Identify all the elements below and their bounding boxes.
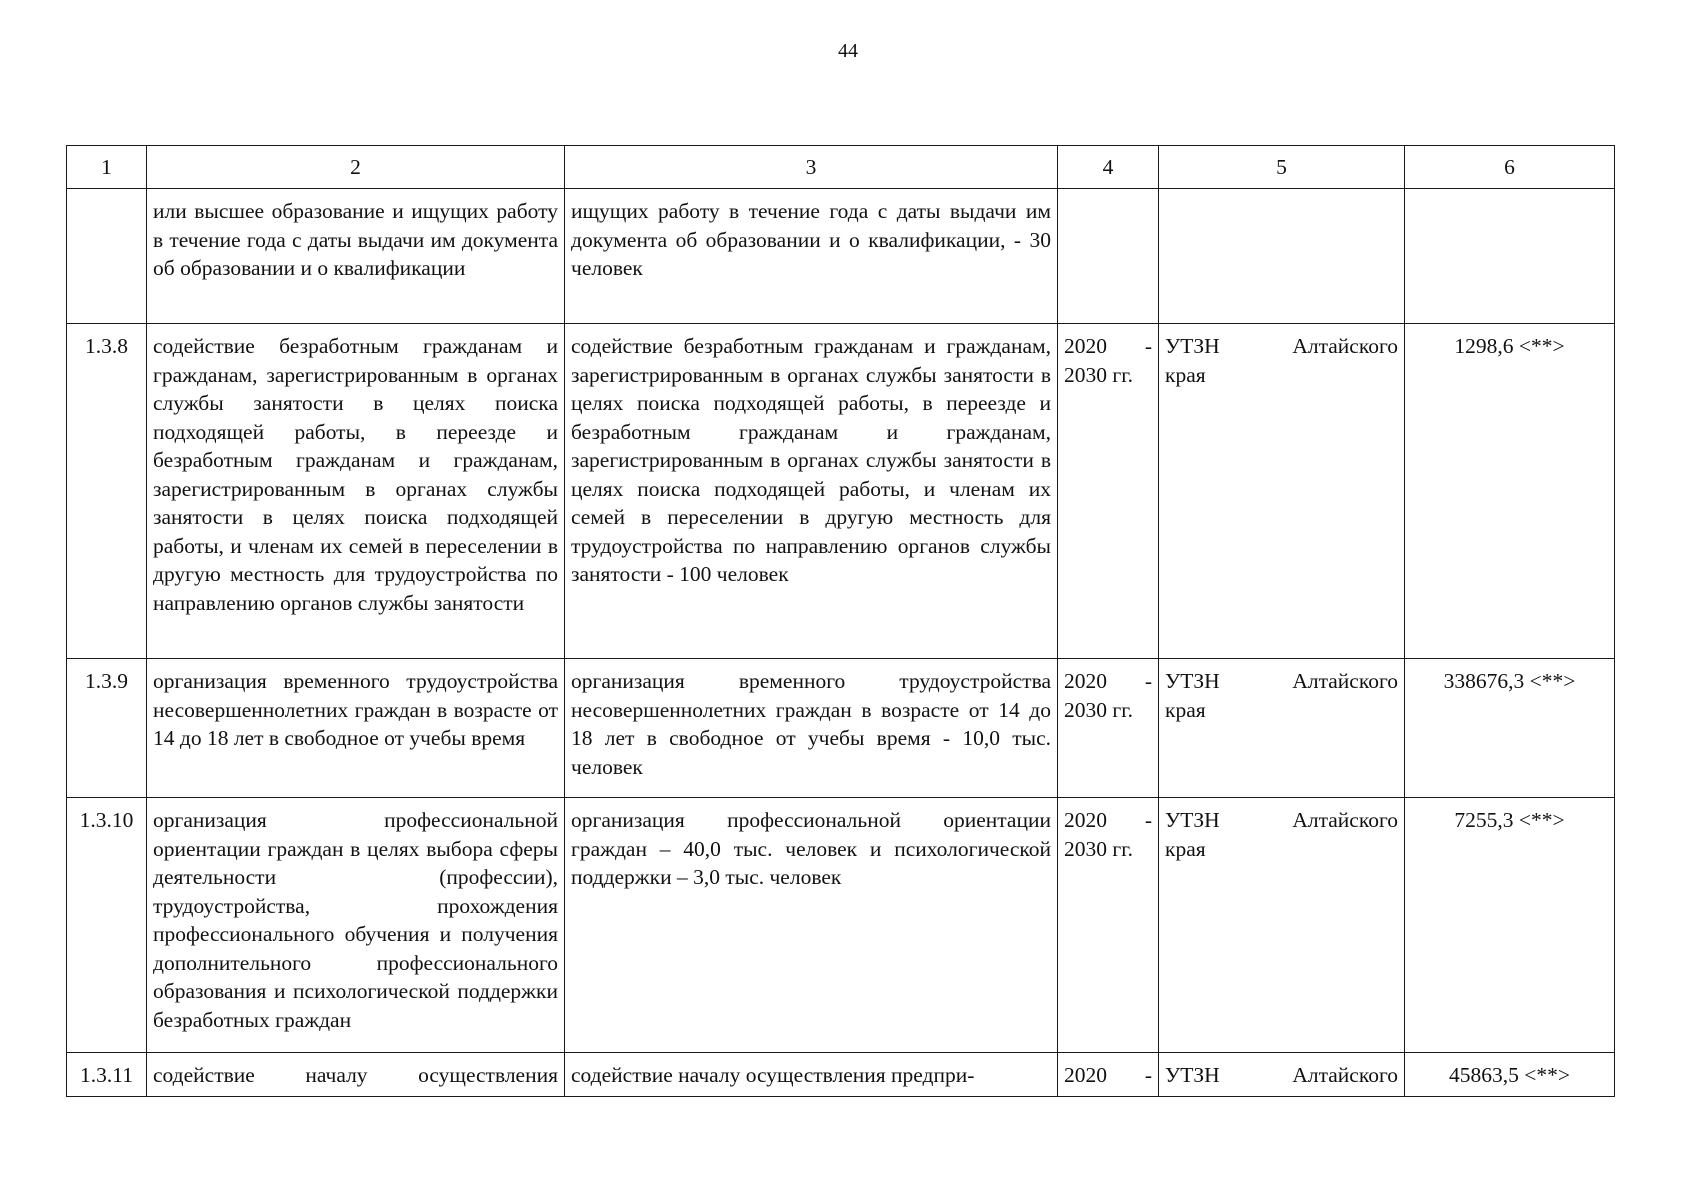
table-row [67,324,1615,659]
term-cell [1058,189,1159,324]
term-cell [1058,798,1159,1053]
executor-region-suffix: края [1165,362,1206,387]
term-dash: - [1144,334,1152,358]
header-col-4: 4 [1058,146,1159,189]
executor-abbr: УТЗН [1165,1063,1220,1087]
measure-description [147,1053,565,1097]
term-end-year: 2030 гг. [1064,836,1133,861]
executor-cell [1159,324,1405,659]
funding-amount [1405,189,1615,324]
measure-description-text: содействие началу осуществления [153,1063,558,1087]
executor-cell [1159,798,1405,1053]
funding-amount: 338676,3 <**> [1405,659,1615,798]
item-number: 1.3.11 [67,1053,147,1097]
header-col-1: 1 [67,146,147,189]
measure-description: или высшее образование и ищущих работу в течение года с даты выдачи им документа об образовании и о квалификации [147,189,565,324]
executor-cell [1159,189,1405,324]
term-end-year: 2030 гг. [1064,697,1133,722]
expected-result: содействие началу осуществления предпри- [565,1053,1058,1097]
table-row [67,798,1615,1053]
term-cell [1058,659,1159,798]
header-col-6: 6 [1405,146,1615,189]
expected-result: ищущих работу в течение года с даты выдачи им документа об образовании и о квалификации, - 30 человек [565,189,1058,324]
page-number: 44 [838,40,858,62]
header-col-2: 2 [147,146,565,189]
executor-cell [1159,1053,1405,1097]
term-start-year: 2020 [1064,334,1107,358]
item-number: 1.3.9 [67,659,147,798]
header-col-5: 5 [1159,146,1405,189]
executor-region: Алтайского [1292,334,1398,358]
term-dash: - [1144,669,1152,693]
measure-description: организация профессиональной ориентации граждан в целях выбора сферы деятельности (профессии), трудоустройства, прохождения профессионального обучения и получения дополнительного профессионального образования и психологической поддержки безработных граждан [147,798,565,1053]
table-row [67,659,1615,798]
executor-abbr: УТЗН [1165,334,1220,358]
expected-result: организация временного трудоустройства несовершеннолетних граждан в возрасте от 14 до 18 лет в свободное от учебы время - 10,0 тыс. человек [565,659,1058,798]
expected-result: содействие безработным гражданам и гражданам, зарегистрированным в органах службы занятости в целях поиска подходящей работы, в переезде и безработным гражданам и гражданам, зарегистрированным в органах службы занятости в целях поиска подходящей работы, и членам их семей в переселении в другую местность для трудоустройства по направлению органов службы занятости - 100 человек [565,324,1058,659]
term-start-year: 2020 [1064,669,1107,693]
term-cell [1058,1053,1159,1097]
program-table [66,145,1615,1097]
item-number: 1.3.10 [67,798,147,1053]
measure-description: организация временного трудоустройства несовершеннолетних граждан в возрасте от 14 до 18 лет в свободное от учебы время [147,659,565,798]
term-start-year: 2020 [1064,808,1107,832]
header-col-3: 3 [565,146,1058,189]
executor-region-suffix: края [1165,697,1206,722]
funding-amount: 1298,6 <**> [1405,324,1615,659]
term-dash: - [1144,1063,1152,1087]
expected-result: организация профессиональной ориентации граждан – 40,0 тыс. человек и психологической поддержки – 3,0 тыс. человек [565,798,1058,1053]
funding-amount: 45863,5 <**> [1405,1053,1615,1097]
term-cell [1058,324,1159,659]
term-dash: - [1144,808,1152,832]
item-number [67,189,147,324]
executor-region: Алтайского [1292,808,1398,832]
executor-region-suffix: края [1165,836,1206,861]
executor-abbr: УТЗН [1165,808,1220,832]
term-start-year: 2020 [1064,1063,1107,1087]
item-number: 1.3.8 [67,324,147,659]
measure-description: содействие безработным гражданам и гражданам, зарегистрированным в органах службы занятости в целях поиска подходящей работы, в переезде и безработным гражданам и гражданам, зарегистрированным в органах службы занятости в целях поиска подходящей работы, и членам их семей в переселении в другую местность для трудоустройства по направлению органов службы занятости [147,324,565,659]
table-row [67,1053,1615,1097]
executor-abbr: УТЗН [1165,669,1220,693]
table-row [67,189,1615,324]
executor-region: Алтайского [1292,669,1398,693]
executor-cell [1159,659,1405,798]
header-row [67,146,1615,189]
funding-amount: 7255,3 <**> [1405,798,1615,1053]
term-end-year: 2030 гг. [1064,362,1133,387]
executor-region: Алтайского [1292,1063,1398,1087]
